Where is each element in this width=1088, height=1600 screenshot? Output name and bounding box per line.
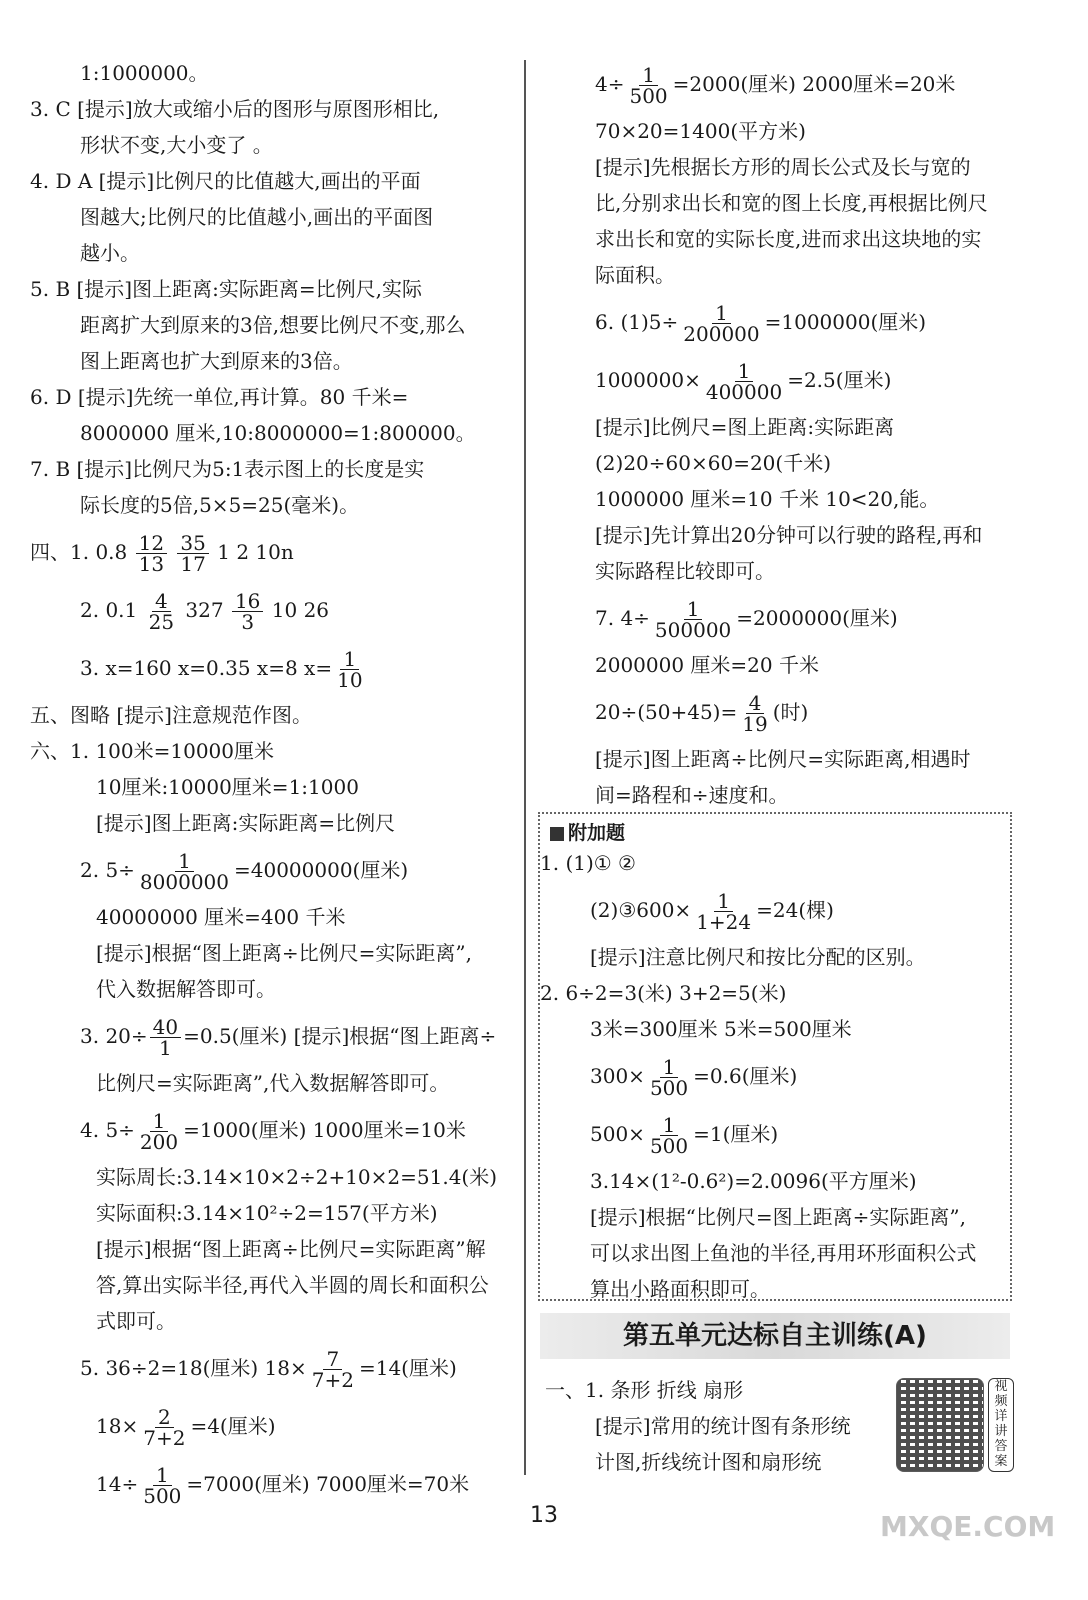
page-number: 13 <box>530 1503 558 1528</box>
answer-line: 10厘米:10000厘米=1:1000 <box>96 775 359 799</box>
answer-line: 3.14×(1²-0.6²)=2.0096(平方厘米) <box>590 1169 917 1193</box>
answer-line: 代入数据解答即可。 <box>96 977 276 1001</box>
fraction: $\frac{1}{200}$ <box>139 1109 179 1154</box>
answer-line: [提示]图上距离:实际距离=比例尺 <box>96 811 396 835</box>
answer-line: 4÷ $\frac{1}{500}$ =2000(厘米) 2000厘米=20米 <box>595 63 956 108</box>
fraction: $\frac{1}{10}$ <box>337 647 363 692</box>
answer-line: [提示]注意比例尺和按比分配的区别。 <box>590 945 926 969</box>
answer-line: 1. (1)① ② <box>540 851 636 875</box>
answer-line: 300× $\frac{1}{500}$ =0.6(厘米) <box>590 1055 798 1100</box>
column-divider <box>524 60 526 1475</box>
answer-line: [提示]根据“图上距离÷比例尺=实际距离”解 <box>96 1237 486 1261</box>
answer-line: 际面积。 <box>595 263 675 287</box>
answer-line: 实际面积:3.14×10²÷2=157(平方米) <box>96 1201 438 1225</box>
answer-line: 式即可。 <box>96 1309 176 1333</box>
answer-line: 距离扩大到原来的3倍,想要比例尺不变,那么 <box>80 313 466 337</box>
answer-line: 图越大;比例尺的比值越小,画出的平面图 <box>80 205 434 229</box>
fraction: $\frac{1}{400000}$ <box>705 359 783 404</box>
left-column <box>30 55 515 1513</box>
bonus-heading: 附加题 <box>550 818 1010 845</box>
watermark: MXQE.COM <box>880 1510 1056 1543</box>
answer-line: 越小。 <box>80 241 140 265</box>
answer-line: 求出长和宽的实际长度,进而求出这块地的实 <box>595 227 982 251</box>
fraction: $\frac{4}{19}$ <box>742 691 768 736</box>
answer-line: (2)20÷60×60=20(千米) <box>595 451 832 475</box>
answer-line: 20÷(50+45)= $\frac{4}{19}$ (时) <box>595 691 809 736</box>
fraction: $\frac{2}{7+2}$ <box>143 1405 186 1450</box>
unit-banner-title: 第五单元达标自主训练(A) <box>540 1313 1010 1359</box>
answer-line: 6. D [提示]先统一单位,再计算。80 千米= <box>30 385 409 409</box>
answer-line: (2)③600× $\frac{1}{1+24}$ =24(棵) <box>590 889 834 934</box>
answer-line: 8000000 厘米,10:8000000=1:800000。 <box>80 421 476 445</box>
answer-line: 1:1000000。 <box>80 61 209 85</box>
fraction: $\frac{35}{17}$ <box>177 533 208 574</box>
answer-line: 3. C [提示]放大或缩小后的图形与原图形相比, <box>30 97 440 121</box>
answer-line: 7. 4÷ $\frac{1}{500000}$ =2000000(厘米) <box>595 597 898 642</box>
answer-line: 70×20=1400(平方米) <box>595 119 806 143</box>
answer-line: 图上距离也扩大到原来的3倍。 <box>80 349 353 373</box>
fraction: $\frac{1}{8000000}$ <box>139 849 229 894</box>
fraction: $\frac{4}{25}$ <box>148 589 175 634</box>
answer-line: 一、1. 条形 折线 扇形 <box>545 1378 744 1402</box>
answer-line: 7. B [提示]比例尺为5:1表示图上的长度是实 <box>30 457 425 481</box>
answer-line: 5. 36÷2=18(厘米) 18× $\frac{7}{7+2}$ =14(厘米) <box>80 1347 457 1392</box>
answer-line: 比例尺=实际距离”,代入数据解答即可。 <box>96 1071 450 1095</box>
answer-line: 2. 6÷2=3(米) 3+2=5(米) <box>540 981 787 1005</box>
answer-line: 2. 5÷ $\frac{1}{8000000}$ =40000000(厘米) <box>80 849 409 894</box>
fraction: $\frac{1}{500}$ <box>143 1463 182 1508</box>
answer-line: 1000000 厘米=10 千米 10<20,能。 <box>595 487 940 511</box>
answer-line: 五、图略 [提示]注意规范作图。 <box>30 703 312 727</box>
answer-line: 5. B [提示]图上距离:实际距离=比例尺,实际 <box>30 277 422 301</box>
fraction: $\frac{16}{3}$ <box>232 591 263 632</box>
answer-line: 形状不变,大小变了 。 <box>80 133 273 157</box>
heading-mark-icon <box>550 827 564 841</box>
answer-line: 四、1. 0.8 $\frac{12}{13}$ $\frac{35}{17}$ 1 2 10n <box>30 531 294 576</box>
answer-line: [提示]图上距离÷比例尺=实际距离,相遇时 <box>595 747 971 771</box>
answer-line: 算出小路面积即可。 <box>590 1277 770 1301</box>
answer-line: 计图,折线统计图和扇形统 <box>595 1450 822 1474</box>
fraction: $\frac{1}{200000}$ <box>683 301 760 346</box>
fraction: $\frac{40}{1}$ <box>150 1017 181 1058</box>
answer-line: 2. 0.1 $\frac{4}{25}$ 327 $\frac{16}{3}$ 10 26 <box>80 589 330 634</box>
fraction: $\frac{7}{7+2}$ <box>311 1347 354 1392</box>
qr-code-icon[interactable] <box>896 1378 984 1472</box>
answer-line: 六、1. 100米=10000厘米 <box>30 739 274 763</box>
fraction: $\frac{12}{13}$ <box>136 533 167 574</box>
answer-line: [提示]先根据长方形的周长公式及长与宽的 <box>595 155 971 179</box>
fraction: $\frac{1}{500}$ <box>649 1055 689 1100</box>
answer-line: 实际路程比较即可。 <box>595 559 775 583</box>
answer-line: 18× $\frac{2}{7+2}$ =4(厘米) <box>96 1405 276 1450</box>
answer-line: 3米=300厘米 5米=500厘米 <box>590 1017 852 1041</box>
answer-line: 答,算出实际半径,再代入半圆的周长和面积公 <box>96 1273 489 1297</box>
answer-line: 2000000 厘米=20 千米 <box>595 653 819 677</box>
answer-line: [提示]根据“比例尺=图上距离÷实际距离”, <box>590 1205 966 1229</box>
answer-line: 3. 20÷ $\frac{40}{1}$ =0.5(厘米) [提示]根据“图上距离÷ <box>80 1015 497 1060</box>
answer-line: [提示]根据“图上距离÷比例尺=实际距离”, <box>96 941 472 965</box>
answer-line: 可以求出图上鱼池的半径,再用环形面积公式 <box>590 1241 977 1265</box>
answer-line: 3. x=160 x=0.35 x=8 x= $\frac{1}{10}$ <box>30 639 515 697</box>
answer-line: 比,分别求出长和宽的图上长度,再根据比例尺 <box>595 191 988 215</box>
answer-line: 间=路程和÷速度和。 <box>595 783 789 807</box>
answer-line: [提示]比例尺=图上距离:实际距离 <box>595 415 895 439</box>
answer-line: 40000000 厘米=400 千米 <box>96 905 346 929</box>
unit-first-answers <box>545 1372 890 1480</box>
fraction: $\frac{1}{500000}$ <box>654 597 732 642</box>
bonus-question-box <box>538 812 1012 1301</box>
fraction: $\frac{1}{1+24}$ <box>696 889 752 934</box>
answer-line: 4. 5÷ $\frac{1}{200}$ =1000(厘米) 1000厘米=10米 <box>80 1109 466 1154</box>
bonus-content <box>540 845 1010 1307</box>
answer-line: [提示]先计算出20分钟可以行驶的路程,再和 <box>595 523 983 547</box>
qr-label: 视频详讲答案 <box>988 1378 1014 1472</box>
fraction: $\frac{1}{500}$ <box>649 1113 689 1158</box>
answer-line: 6. (1)5÷ $\frac{1}{200000}$ =1000000(厘米) <box>595 301 927 346</box>
answer-line: 际长度的5倍,5×5=25(毫米)。 <box>80 493 360 517</box>
fraction: $\frac{1}{500}$ <box>629 63 668 108</box>
right-column <box>545 55 1015 813</box>
answer-line: 1000000× $\frac{1}{400000}$ =2.5(厘米) <box>595 359 892 404</box>
answer-line: 实际周长:3.14×10×2÷2+10×2=51.4(米) <box>96 1165 498 1189</box>
answer-line: 14÷ $\frac{1}{500}$ =7000(厘米) 7000厘米=70米 <box>96 1463 470 1508</box>
answer-line: 4. D A [提示]比例尺的比值越大,画出的平面 <box>30 169 421 193</box>
answer-line: [提示]常用的统计图有条形统 <box>595 1414 851 1438</box>
answer-line: 500× $\frac{1}{500}$ =1(厘米) <box>590 1113 779 1158</box>
